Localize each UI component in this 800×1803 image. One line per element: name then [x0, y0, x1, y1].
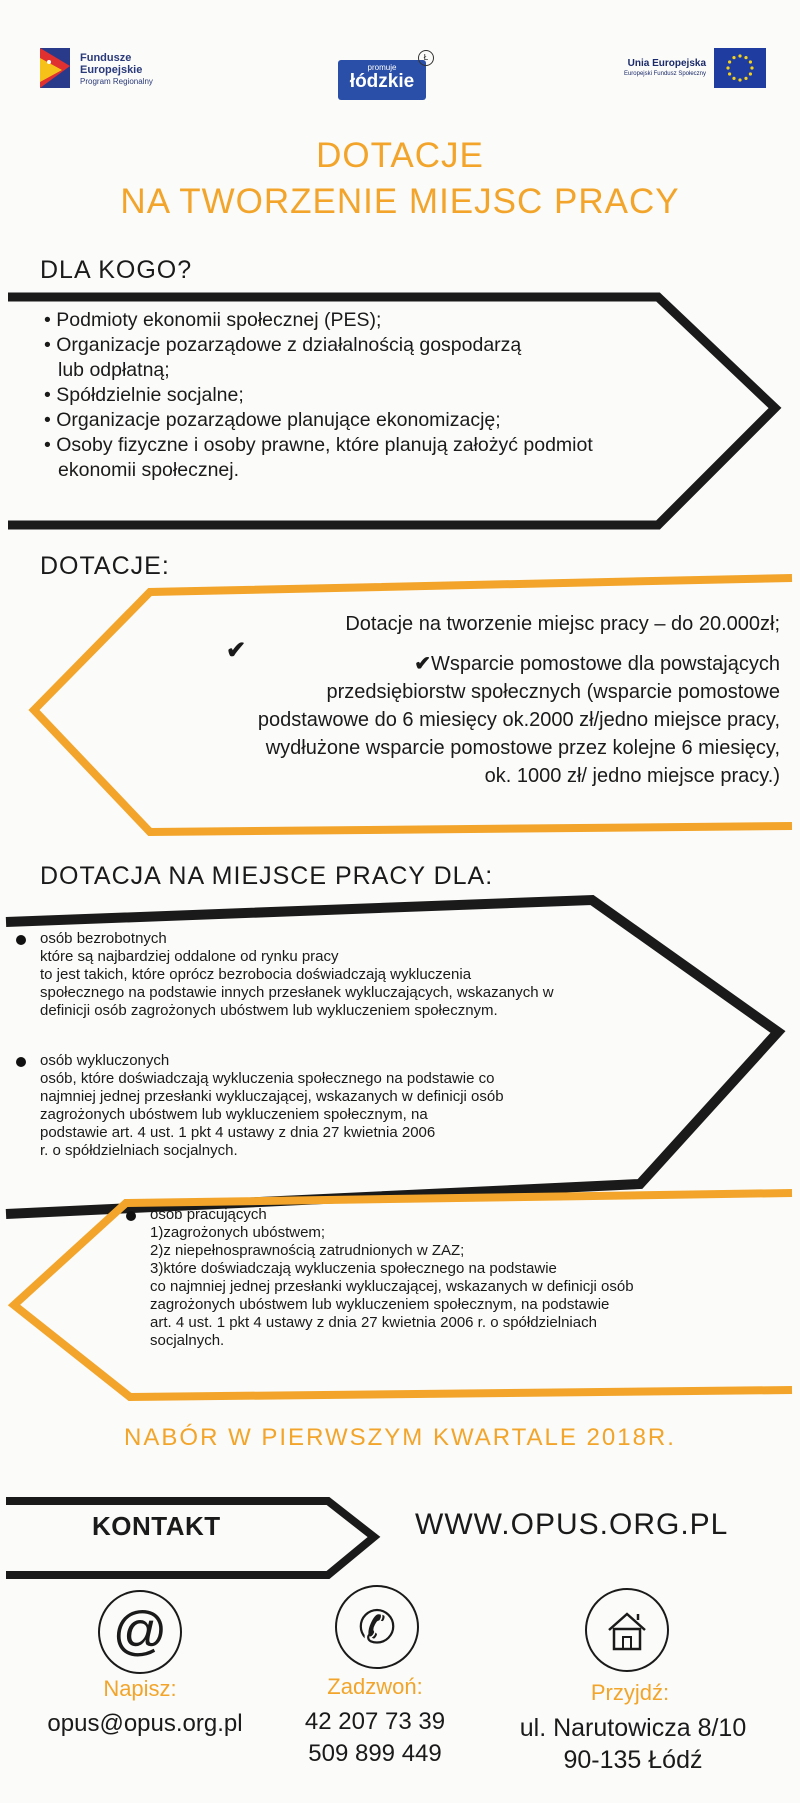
phone-number-1[interactable]: 42 207 73 39: [304, 1708, 446, 1735]
fe-line1: Fundusze: [80, 52, 132, 64]
ue-line1: Unia Europejska: [627, 58, 706, 69]
headline-line1: DOTACJE: [316, 136, 484, 175]
employed-heading: osób pracujących: [150, 1206, 770, 1224]
headline: [0, 133, 800, 225]
grants-line1: Dotacje na tworzenie miejsc pracy – do 20.000zł;: [345, 613, 780, 635]
ue-line2: Europejski Fundusz Społeczny: [623, 71, 706, 77]
fe-line3: Program Regionalny: [80, 77, 153, 86]
fundusze-europejskie-logo: [40, 48, 230, 98]
address: [488, 1712, 778, 1776]
fe-line2: Europejskie: [80, 64, 143, 76]
grants-line2: ✔Wsparcie pomostowe dla powstających: [414, 653, 780, 675]
at-sign-icon: @: [98, 1590, 182, 1674]
website-link[interactable]: WWW.OPUS.ORG.PL: [415, 1508, 729, 1541]
who-item-5-cont: ekonomii społecznej.: [58, 459, 240, 481]
grants-line6: ok. 1000 zł/ jedno miejsce pracy.): [484, 765, 780, 787]
email-link[interactable]: opus@opus.org.pl: [47, 1710, 243, 1737]
visit-label: Przyjdź:: [590, 1680, 670, 1705]
check-icon: ✔: [226, 637, 247, 664]
phone-number-2[interactable]: 509 899 449: [308, 1740, 442, 1767]
address-line1: ul. Narutowicza 8/10: [519, 1714, 747, 1742]
fe-flag-icon: [40, 48, 70, 88]
grants-section-title: DOTACJE:: [40, 552, 170, 580]
who-item-3: • Spółdzielnie socjalne;: [44, 384, 244, 406]
phone-numbers: [280, 1706, 470, 1770]
house-icon: [585, 1588, 669, 1672]
contact-label: KONTAKT: [92, 1511, 221, 1541]
promuje-lodzkie-logo: [338, 50, 438, 102]
grants-line4: podstawowe do 6 miesięcy ok.2000 zł/jedno miejsce pracy,: [257, 709, 780, 731]
lodzkie-mark-icon: Ł: [418, 50, 434, 66]
phone-icon: ✆: [335, 1585, 419, 1669]
grants-line3: przedsiębiorstw społecznych (wsparcie pomostowe: [326, 681, 780, 703]
email-label: Napisz:: [103, 1676, 177, 1701]
check-icon: ✔: [414, 653, 431, 675]
target-block-excluded: osób wykluczonych osób, które doświadczają wykluczenia społecznego na podstawie co najmniej jednej przesłanki wykluczającej, wskazanych w definicji osób zagrożonych ubóstwem lub wykluczeniem społecznym, na podstawie art. 4 ust. 1 pkt 4 ustawy z dnia 27 kwietnia 2006 r. o spółdzielniach socjalnych.: [40, 1052, 720, 1160]
eu-flag-icon: [714, 48, 766, 88]
who-item-5: • Osoby fizyczne i osoby prawne, które planują założyć podmiot: [44, 434, 593, 456]
address-line2: 90-135 Łódź: [563, 1746, 703, 1774]
who-item-4: • Organizacje pozarządowe planujące ekonomizację;: [44, 409, 501, 431]
who-item-2: • Organizacje pozarządowe z działalnością gospodarzą: [44, 334, 522, 356]
recruitment-notice: NABÓR W PIERWSZYM KWARTALE 2018R.: [124, 1424, 676, 1451]
phone-label: Zadzwoń:: [327, 1674, 423, 1699]
unia-europejska-logo: [598, 48, 768, 92]
grants-text: [120, 610, 780, 790]
excluded-heading: osób wykluczonych: [40, 1052, 720, 1070]
who-list: [44, 308, 764, 483]
headline-line2: NA TWORZENIE MIEJSC PRACY: [120, 182, 680, 221]
who-section-title: DLA KOGO?: [40, 256, 193, 284]
lodzkie-small-text: promuje: [367, 63, 397, 72]
target-block-unemployed: osób bezrobotnych które są najbardziej oddalone od rynku pracy to jest takich, które oprócz bezrobocia doświadczają wykluczenia społecznego na podstawie innych przesłanek wykluczających, wskazanych w definicji osób zagrożonych ubóstwem lub wykluczeniem społecznym.: [40, 930, 720, 1020]
who-item-2-cont: lub odpłatną;: [58, 359, 170, 381]
unemployed-heading: osób bezrobotnych: [40, 930, 720, 948]
target-section-title: DOTACJA NA MIEJSCE PRACY DLA:: [40, 862, 494, 890]
target-block-employed: osób pracujących 1)zagrożonych ubóstwem; 2)z niepełnosprawnością zatrudnionych w ZAZ; 3)które doświadczają wykluczenia społecznego na podstawie co najmniej jednej przesłanki wykluczającej, wskazanych w definicji osób zagrożonych ubóstwem lub wykluczeniem społecznym, na podstawie art. 4 ust. 1 pkt 4 ustawy z dnia 27 kwietnia 2006 r. o spółdzielniach socjalnych.: [150, 1206, 770, 1350]
lodzkie-big-text: łódzkie: [349, 71, 415, 92]
who-item-1: • Podmioty ekonomii społecznej (PES);: [44, 309, 382, 331]
grants-line5: wydłużone wsparcie pomostowe przez kolejne 6 miesięcy,: [265, 737, 780, 759]
